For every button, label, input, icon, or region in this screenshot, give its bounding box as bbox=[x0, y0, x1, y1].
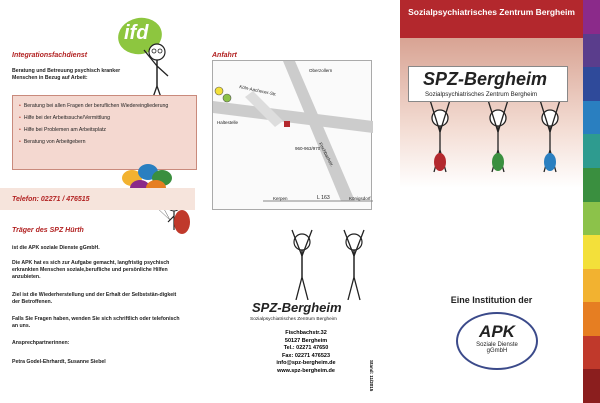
map-label-kerpen: Kerpen bbox=[273, 196, 288, 201]
color-stripe-segment bbox=[583, 235, 600, 269]
sign-title: SPZ-Bergheim bbox=[423, 69, 548, 89]
list-item: • Hilfe bei der Arbeitssuche/Vermittlung bbox=[19, 115, 111, 121]
color-stripe-segment bbox=[583, 202, 600, 236]
color-stripe-segment bbox=[583, 302, 600, 336]
stick-figures-pair bbox=[280, 222, 380, 302]
list-item: • Beratung bei allen Fragen der beruflichen Wiedereingliederung bbox=[19, 103, 169, 109]
apk-logo-title: APK bbox=[479, 322, 515, 341]
panel-integrationsfachdienst bbox=[0, 0, 200, 403]
color-stripe-segment bbox=[583, 34, 600, 68]
apk-logo bbox=[456, 312, 538, 370]
color-stripe-segment bbox=[583, 168, 600, 202]
email-link[interactable]: info@spz-bergheim.de bbox=[276, 360, 336, 366]
anfahrt-title: Anfahrt bbox=[212, 52, 237, 59]
color-stripe-segment bbox=[583, 269, 600, 303]
spz-logo-title: SPZ-Bergheim bbox=[252, 300, 342, 315]
ansprech-names: Petra Godel-Ehrhardt, Susanne Siebel bbox=[12, 359, 106, 365]
address-line: Tel.: 02271 47650 bbox=[283, 345, 329, 351]
apk-logo-sub1: Soziale Dienste bbox=[476, 342, 518, 348]
website-link[interactable]: www.spz-bergheim.de bbox=[277, 367, 335, 374]
address-block bbox=[266, 330, 346, 375]
institution-label: Eine Institution der bbox=[450, 295, 533, 305]
spz-logo-subtitle: Sozialpsychiatrisches Zentrum Bergheim bbox=[250, 317, 337, 322]
map-label-fischbachstr: Fischbachstr. bbox=[317, 141, 335, 168]
map-label-spz-phone: 960-963/970 bbox=[295, 146, 321, 151]
traeger-text-2: Die APK hat es sich zur Aufgabe gemacht, langfristig psychisch erkrankten Menschen soziale,berufliche und persönliche Hilfen anzubieten. bbox=[12, 260, 170, 280]
integration-title: Integrationsfachdienst bbox=[12, 52, 88, 59]
cover-header: Sozialpsychiatrisches Zentrum Bergheim bbox=[400, 0, 583, 38]
address-line: 50127 Bergheim bbox=[284, 337, 328, 344]
services-list bbox=[12, 95, 197, 170]
ansprech-title: Ansprechpartnerinnen: bbox=[12, 340, 70, 346]
integration-intro: Beratung und Betreuung psychisch kranker Menschen in Bezug auf Arbeit: bbox=[12, 68, 121, 81]
telefon-number: Telefon: 02271 / 476515 bbox=[12, 196, 90, 203]
traeger-text-3: Ziel ist die Wiederherstellung und der Erhalt der Selbststän-digkeit der Betroffenen. bbox=[12, 292, 177, 305]
traeger-text-4: Falls Sie Fragen haben, wenden Sie sich schriftlich oder telefonisch an uns. bbox=[12, 316, 180, 329]
color-stripe-bar bbox=[583, 0, 600, 403]
apk-logo-sub2: gGmbH bbox=[486, 348, 508, 354]
stick-figures-trio bbox=[410, 90, 570, 180]
sign-subtitle: Sozialpsychiatrisches Zentrum Bergheim bbox=[425, 91, 538, 98]
color-stripe-segment bbox=[583, 67, 600, 101]
address-line: Fax: 02271 476523 bbox=[281, 352, 330, 359]
color-stripe-segment bbox=[583, 369, 600, 403]
color-stripe-segment bbox=[583, 134, 600, 168]
spz-sign bbox=[408, 66, 568, 102]
map-label-koenigsdorf: Königsdorf bbox=[349, 196, 371, 201]
traeger-title: Träger des SPZ Hürth bbox=[12, 227, 84, 234]
map-label-koeln-aachener: Köln-Aachener-Str. bbox=[238, 84, 278, 97]
map-label-l163: L 163 bbox=[317, 195, 330, 201]
map-graphic bbox=[213, 61, 373, 211]
map-label-haltestelle: Haltestelle bbox=[217, 120, 239, 125]
stand-label: Stand: 11/2015 bbox=[369, 360, 374, 392]
spz-logo-small bbox=[246, 300, 352, 326]
directions-map bbox=[212, 60, 372, 210]
map-label-oberzollern: Oberzollern bbox=[309, 68, 333, 73]
ifd-logo-text: ifd bbox=[124, 22, 149, 44]
color-stripe-segment bbox=[583, 101, 600, 135]
color-stripe-segment bbox=[583, 336, 600, 370]
list-item: • Beratung von Arbeitgebern bbox=[19, 139, 86, 145]
address-line: Fischbachstr.32 bbox=[285, 330, 327, 336]
color-stripe-segment bbox=[583, 0, 600, 34]
list-item: • Hilfe bei Problemen am Arbeitsplatz bbox=[19, 127, 107, 133]
traeger-text-1: ist die APK soziale Dienste gGmbH. bbox=[12, 245, 100, 251]
